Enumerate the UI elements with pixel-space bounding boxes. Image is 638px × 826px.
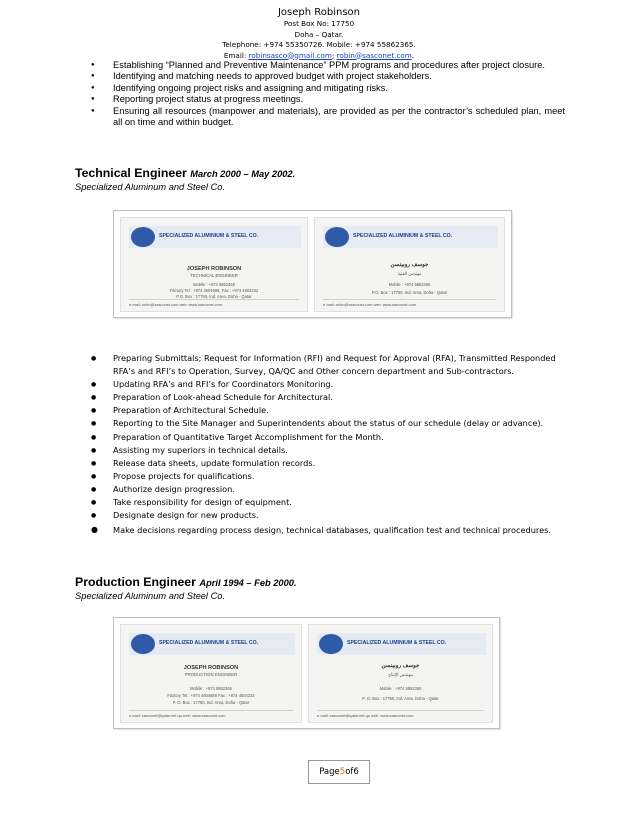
job-title: Technical Engineer <box>75 166 187 180</box>
email-separator: ; <box>331 50 335 60</box>
card-footer: e-mail: robin@sasconet.com web: www.sasconet.com <box>129 299 299 307</box>
card-banner <box>317 633 486 655</box>
page-of: of <box>345 767 354 777</box>
card-factory: Factory Tel : +974 4604688, Fax : +974 4604232 <box>169 288 259 293</box>
card-footer: e-mail: sasconet@qatar.net.qa web: www.sasconet.com <box>129 710 293 718</box>
section-title-technical <box>75 166 295 180</box>
page-prefix: Page <box>319 767 340 777</box>
card-mobile: Mobile : +974 5862365 <box>193 282 235 287</box>
email-end: . <box>411 50 415 60</box>
business-card-image <box>113 210 512 318</box>
list-item: ● Preparation of Look-ahead Schedule for Architectural. <box>113 391 573 404</box>
card-banner <box>323 226 498 248</box>
list-item: ● Preparation of Architectural Schedule. <box>113 404 573 417</box>
page-total: 6 <box>353 767 359 777</box>
list-item: ● Authorize design progression. <box>113 483 573 496</box>
card-name: JOSEPH ROBINSON <box>186 266 242 272</box>
card-title: TECHNICAL ENGINEER <box>190 273 238 278</box>
job-dates: April 1994 – Feb 2000. <box>199 578 297 588</box>
list-item: ● Release data sheets, update formulation records. <box>113 457 573 470</box>
card-title-arabic: مهندس الإنتاج <box>388 672 413 677</box>
company-logo-icon <box>131 227 155 247</box>
card-company-name: SPECIALIZED ALUMINIUM & STEEL CO. <box>159 640 259 646</box>
list-item: ● Make decisions regarding process design, technical databases, qualification test and technical procedures. <box>113 524 573 537</box>
card-name-arabic: جوسف روبينسن <box>390 262 429 268</box>
card-company-name: SPECIALIZED ALUMINIUM & STEEL CO. <box>347 640 447 646</box>
card-back <box>308 624 493 723</box>
previous-role-bullets <box>113 60 565 128</box>
email-link-2[interactable]: robin@sasconet.com <box>336 50 412 60</box>
card-pobox: P. O. Box : 17750, Ind. Area, Doha - Qatar <box>172 700 250 705</box>
list-item: ● Ensuring all resources (manpower and materials), are provided as per the contractor’s scheduled plan, meet all on time and within budget. <box>113 106 565 128</box>
card-pobox: P. O. Box : 17750, Ind. Area, Doha - Qatar <box>362 696 439 701</box>
list-item: ● Establishing “Planned and Preventive Maintenance” PPM programs and procedures after project closure. <box>113 60 565 71</box>
card-banner <box>129 226 301 248</box>
card-mobile: Mobile : +974 5862365 <box>190 686 232 691</box>
card-banner <box>129 633 295 655</box>
card-front <box>120 217 308 312</box>
list-item: ● Identifying and matching needs to approved budget with project stakeholders. <box>113 71 565 82</box>
company-logo-icon <box>325 227 349 247</box>
list-item: ● Propose projects for qualifications. <box>113 470 573 483</box>
list-item: ● Assisting my superiors in technical details. <box>113 444 573 457</box>
card-back <box>314 217 505 312</box>
resume-header <box>0 6 638 61</box>
card-company-name: SPECIALIZED ALUMINIUM & STEEL CO. <box>353 233 453 239</box>
list-item: ● Reporting to the Site Manager and Superintendents about the status of our schedule (delay or advance). <box>113 417 573 430</box>
list-item: ● Reporting project status at progress meetings. <box>113 94 565 105</box>
business-card-image <box>113 617 500 729</box>
city: Doha – Qatar. <box>294 29 344 39</box>
card-name: JOSEPH ROBINSON <box>183 665 239 671</box>
post-box: Post Box No: 17750 <box>283 19 355 28</box>
job-title: Production Engineer <box>75 575 196 589</box>
card-title-arabic: مهندس الفنية <box>397 271 422 276</box>
company-logo-icon <box>131 634 155 654</box>
company-logo-icon <box>319 634 343 654</box>
list-item: ● Updating RFA’s and RFI’s for Coordinators Monitoring. <box>113 378 573 391</box>
card-footer: e-mail: robin@sasconet.com web: www.sasconet.com <box>323 299 496 307</box>
section-title-production <box>75 575 297 589</box>
card-title: PRODUCTION ENGINEER <box>184 672 238 677</box>
card-front <box>120 624 302 723</box>
list-item: ● Preparation of Quantitative Target Accomplishment for the Month. <box>113 431 573 444</box>
email-link-1[interactable]: robinsasco@gmail.com <box>248 50 332 60</box>
card-name-arabic: جوسف روبينسن <box>381 663 420 669</box>
job-dates: March 2000 – May 2002. <box>190 169 296 179</box>
page-number <box>308 760 370 784</box>
email-label: Email: <box>223 50 247 60</box>
list-item: ● Identifying ongoing project risks and assigning and mitigating risks. <box>113 83 565 94</box>
list-item: ● Take responsibility for design of equipment. <box>113 496 573 509</box>
card-mobile: Mobile : +974 5862365 <box>388 282 431 287</box>
card-pobox: P.O. Box : 17750, Ind. Area, Doha - Qatar <box>176 294 252 299</box>
page-current: 5 <box>339 767 346 777</box>
card-factory: Factory Tel : +974 4604688 Fax : +974 4604232 <box>167 693 255 698</box>
card-pobox: P.O. Box : 17750, Ind. Area, Doha - Qatar <box>371 290 448 295</box>
card-mobile: Mobile : +974 5862365 <box>379 686 422 691</box>
phones: Telephone: +974 55350726. Mobile: +974 55862365. <box>222 40 416 49</box>
company-name: Specialized Aluminum and Steel Co. <box>75 182 226 192</box>
card-company-name: SPECIALIZED ALUMINIUM & STEEL CO. <box>159 233 259 239</box>
list-item: ● Designate design for new products. <box>113 509 573 522</box>
list-item: ● Preparing Submittals; Request for Information (RFI) and Request for Approval (RFA), Transmitted Responded RFA’s and RFI’s to Operation, Survey, QA/QC and Other concern department and Sub-contractors. <box>113 352 573 378</box>
card-footer: e-mail: sasconet@qatar.net.qa web: www.sasconet.com <box>317 710 484 718</box>
technical-engineer-duties <box>113 352 573 537</box>
company-name: Specialized Aluminum and Steel Co. <box>75 591 226 601</box>
candidate-name: Joseph Robinson <box>277 7 361 18</box>
